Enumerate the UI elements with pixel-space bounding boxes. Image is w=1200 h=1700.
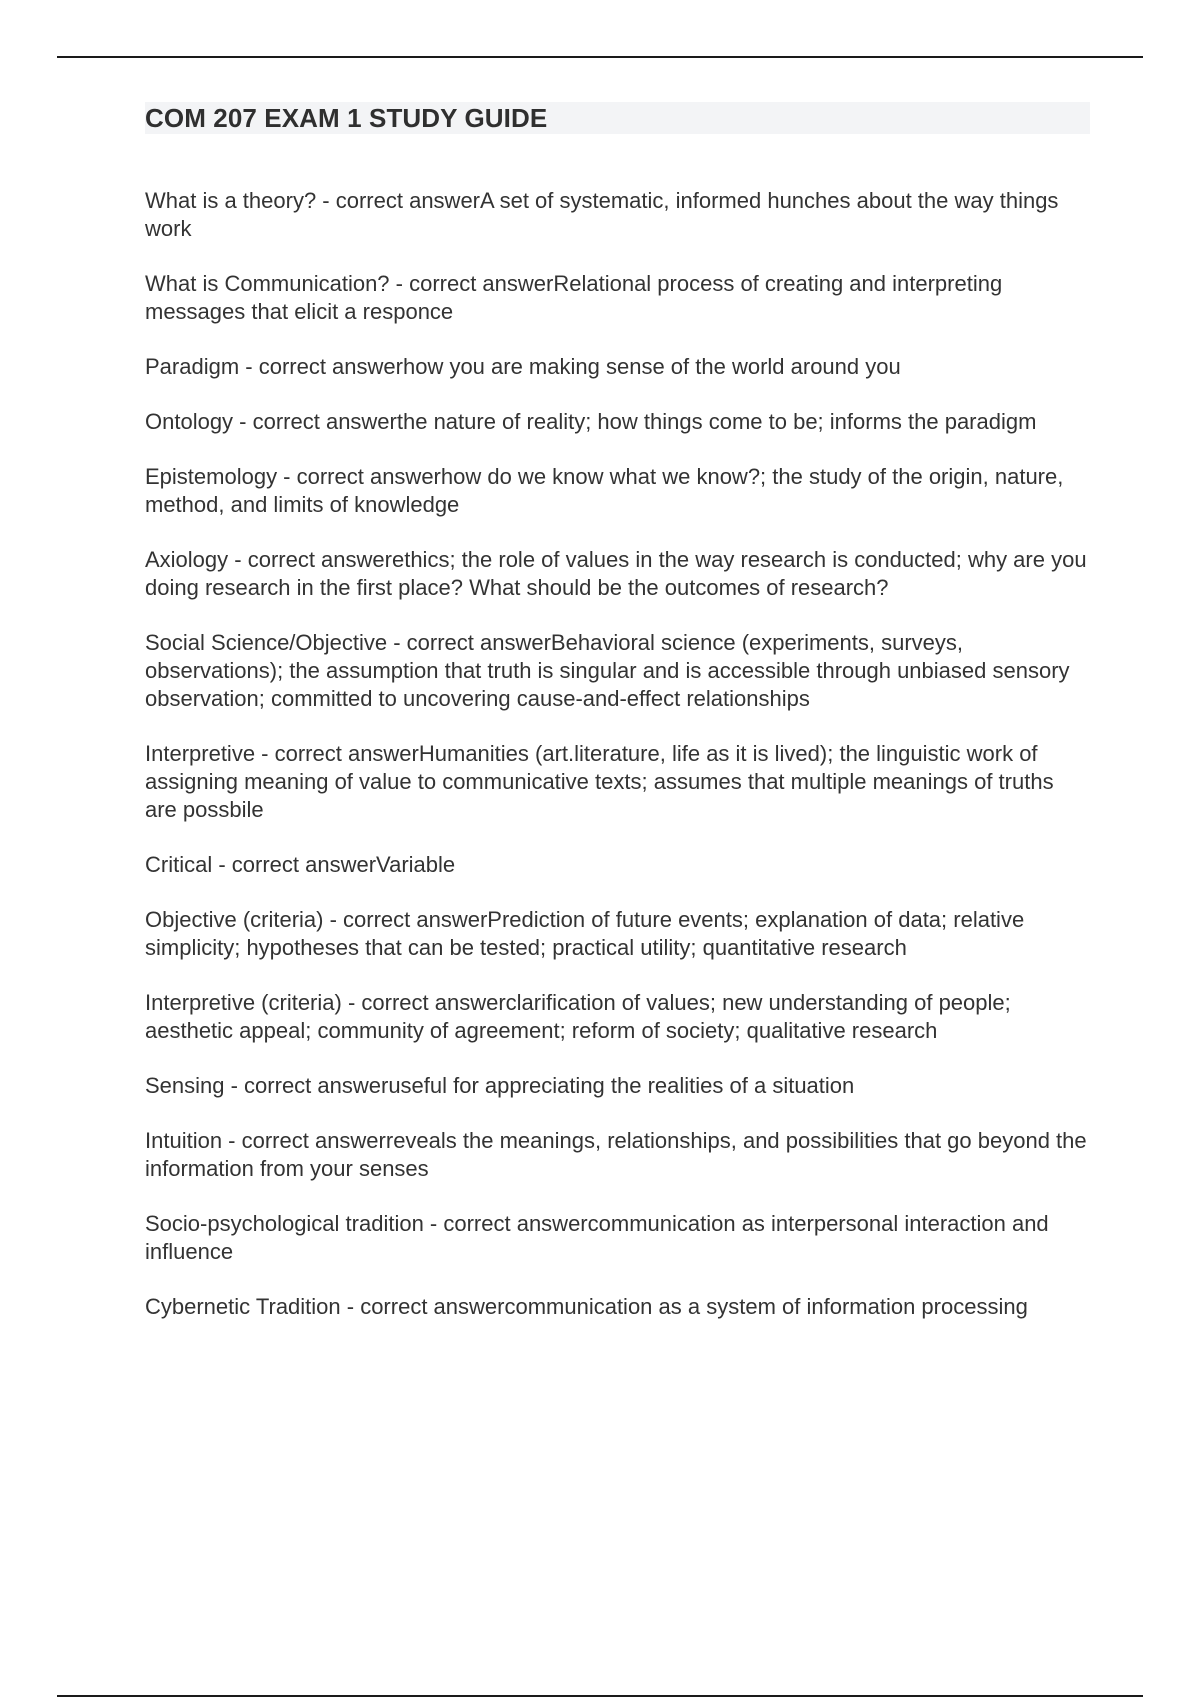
list-item: Epistemology - correct answerhow do we know what we know?; the study of the origin, nature, method, and limits of knowledge <box>145 464 1064 517</box>
list-item: Critical - correct answerVariable <box>145 852 456 877</box>
study-guide-list <box>145 187 1090 1348</box>
list-item: Ontology - correct answerthe nature of reality; how things come to be; informs the paradigm <box>145 409 1037 434</box>
list-item: What is Communication? - correct answerRelational process of creating and interpreting messages that elicit a responce <box>145 271 1003 324</box>
list-item: What is a theory? - correct answerA set of systematic, informed hunches about the way things work <box>145 188 1059 241</box>
list-item: Interpretive - correct answerHumanities (art.literature, life as it is lived); the linguistic work of assigning meaning of value to communicative texts; assumes that multiple meanings of truths are possbile <box>145 741 1054 822</box>
list-item: Paradigm - correct answerhow you are making sense of the world around you <box>145 354 901 379</box>
list-item: Socio-psychological tradition - correct answercommunication as interpersonal interaction and influence <box>145 1211 1049 1264</box>
document-title: COM 207 EXAM 1 STUDY GUIDE <box>145 103 548 133</box>
list-item: Cybernetic Tradition - correct answercommunication as a system of information processing <box>145 1294 1028 1319</box>
list-item: Axiology - correct answerethics; the role of values in the way research is conducted; why are you doing research in the first place? What should be the outcomes of research? <box>145 547 1087 600</box>
bottom-divider <box>57 1695 1143 1697</box>
list-item: Social Science/Objective - correct answerBehavioral science (experiments, surveys, observations); the assumption that truth is singular and is accessible through unbiased sensory observation; committed to uncovering cause-and-effect relationships <box>145 630 1070 711</box>
list-item: Sensing - correct answeruseful for appreciating the realities of a situation <box>145 1073 855 1098</box>
list-item: Objective (criteria) - correct answerPrediction of future events; explanation of data; relative simplicity; hypotheses that can be tested; practical utility; quantitative research <box>145 907 1025 960</box>
top-divider <box>57 56 1143 58</box>
list-item: Interpretive (criteria) - correct answerclarification of values; new understanding of people; aesthetic appeal; community of agreement; reform of society; qualitative research <box>145 990 1011 1043</box>
list-item: Intuition - correct answerreveals the meanings, relationships, and possibilities that go beyond the information from your senses <box>145 1128 1087 1181</box>
